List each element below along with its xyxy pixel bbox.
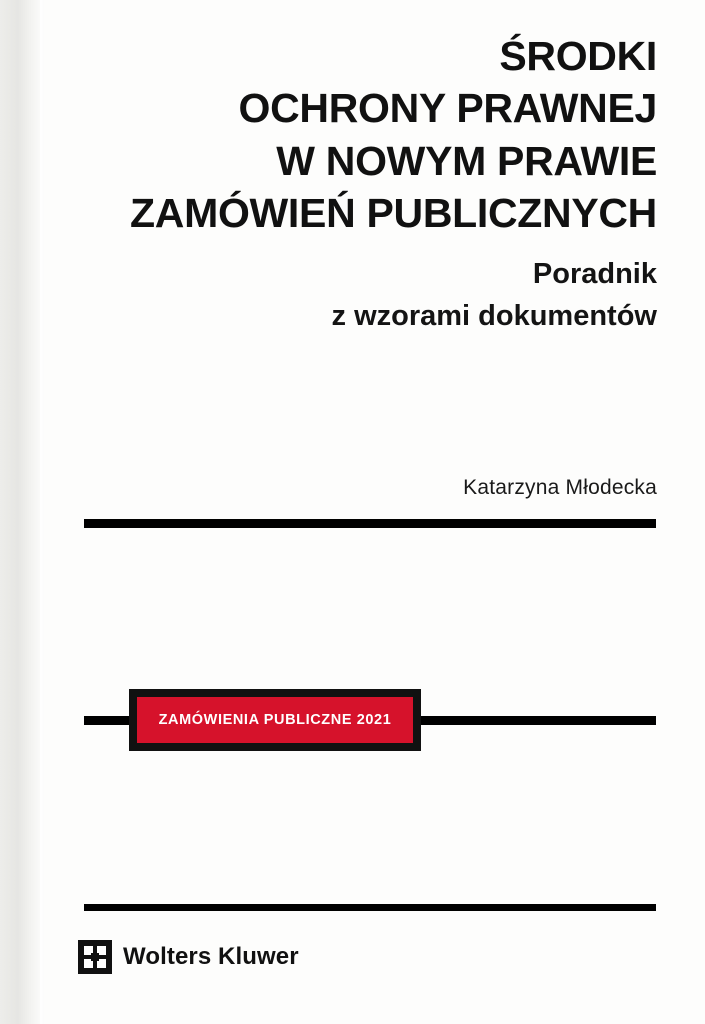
series-badge-fill [137, 697, 413, 743]
book-spine-shadow [0, 0, 40, 1024]
wolters-kluwer-square-logo-icon [78, 940, 112, 974]
subtitle-line-1: Poradnik [532, 258, 657, 290]
title-line-2: OCHRONY PRAWNEJ [238, 85, 657, 132]
publisher-logo [78, 940, 299, 974]
book-author: Katarzyna Młodecka [463, 476, 657, 499]
series-badge-label: ZAMÓWIENIA PUBLICZNE 2021 [158, 712, 392, 728]
publisher-name: Wolters Kluwer [123, 943, 299, 970]
title-line-3: W NOWYM PRAWIE [276, 137, 657, 184]
title-line-1: ŚRODKI [499, 33, 657, 79]
subtitle-line-2: z wzorami dokumentów [331, 300, 657, 333]
series-badge [129, 689, 421, 751]
book-subtitle [57, 253, 657, 337]
book-title [57, 30, 657, 240]
divider-rule-top [84, 519, 656, 528]
divider-rule-bottom [84, 904, 656, 911]
title-line-4: ZAMÓWIEŃ PUBLICZNYCH [130, 190, 657, 237]
